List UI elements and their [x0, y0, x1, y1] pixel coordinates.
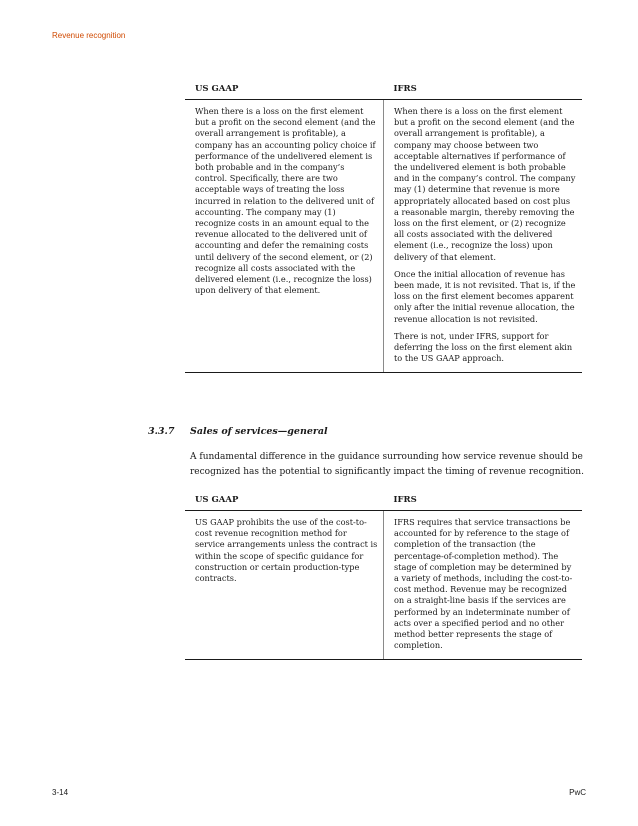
ifrs-paragraph: There is not, under IFRS, support for deferring the loss on the first element akin to the US GAAP approach. — [394, 330, 573, 364]
ifrs-cell — [384, 511, 583, 660]
us-gaap-paragraph: US GAAP prohibits the use of the cost-to-cost revenue recognition method for service arrangements unless the contract is within the scope of specific guidance for construction or certain production-type contracts. — [195, 517, 378, 584]
comparison-table-loss-first-element — [185, 78, 582, 373]
column-header-us-gaap: US GAAP — [185, 78, 384, 100]
comparison-table-services — [185, 489, 582, 660]
ifrs-paragraph: Once the initial allocation of revenue has been made, it is not revisited. That is, if the loss on the first element becomes apparent only after the initial revenue allocation, the revenue allocation is not revisited. — [394, 268, 576, 324]
us-gaap-cell — [185, 511, 384, 660]
ifrs-paragraph: IFRS requires that service transactions be accounted for by reference to the stage of completion of the transaction (the percentage-of-completion method). The stage of completion may be determined by a variety of methods, including the cost-to-cost method. Revenue may be recognized on a straight-line basis if the services are performed by an indeterminate number of acts over a specified period and no other method better represents the stage of completion. — [394, 517, 573, 651]
column-header-ifrs: IFRS — [384, 78, 583, 100]
section-paragraph: A fundamental difference in the guidance surrounding how service revenue should be recognized has the potential to significantly impact the timing of revenue recognition. — [190, 452, 584, 477]
ifrs-cell — [384, 100, 583, 373]
ifrs-paragraph: When there is a loss on the first element but a profit on the second element (and the overall arrangement is profitable), a company may choose between two acceptable alternatives if performance of the undelivered element is both probable and in the company’s control. The company may (1) determine that revenue is more appropriately allocated based on cost plus a reasonable margin, thereby removing the loss on the first element, or (2) recognize all costs associated with the delivered element (i.e., recognize the loss) upon delivery of that element. — [394, 106, 576, 262]
running-head: Revenue recognition — [52, 31, 126, 40]
section-number: 3.3.7 — [148, 426, 175, 437]
column-header-us-gaap: US GAAP — [185, 489, 384, 511]
publisher-brand: PwC — [569, 788, 586, 797]
us-gaap-paragraph: When there is a loss on the first element but a profit on the second element (and the overall arrangement is profitable), a company has an accounting policy choice if performance of the undelivered element is both probable and in the company’s control. Specifically, there are two acceptable ways of treating the loss incurred in relation to the delivered unit of accounting. The company may (1) recognize costs in an amount equal to the revenue allocated to the delivered unit of accounting and defer the remaining costs until delivery of the second element, or (2) recognize all costs associated with the delivered element (i.e., recognize the loss) upon delivery of that element. — [195, 106, 376, 296]
us-gaap-cell — [185, 100, 384, 373]
page-number: 3-14 — [52, 788, 69, 797]
column-header-ifrs: IFRS — [384, 489, 583, 511]
section-title: Sales of services—general — [190, 426, 328, 437]
